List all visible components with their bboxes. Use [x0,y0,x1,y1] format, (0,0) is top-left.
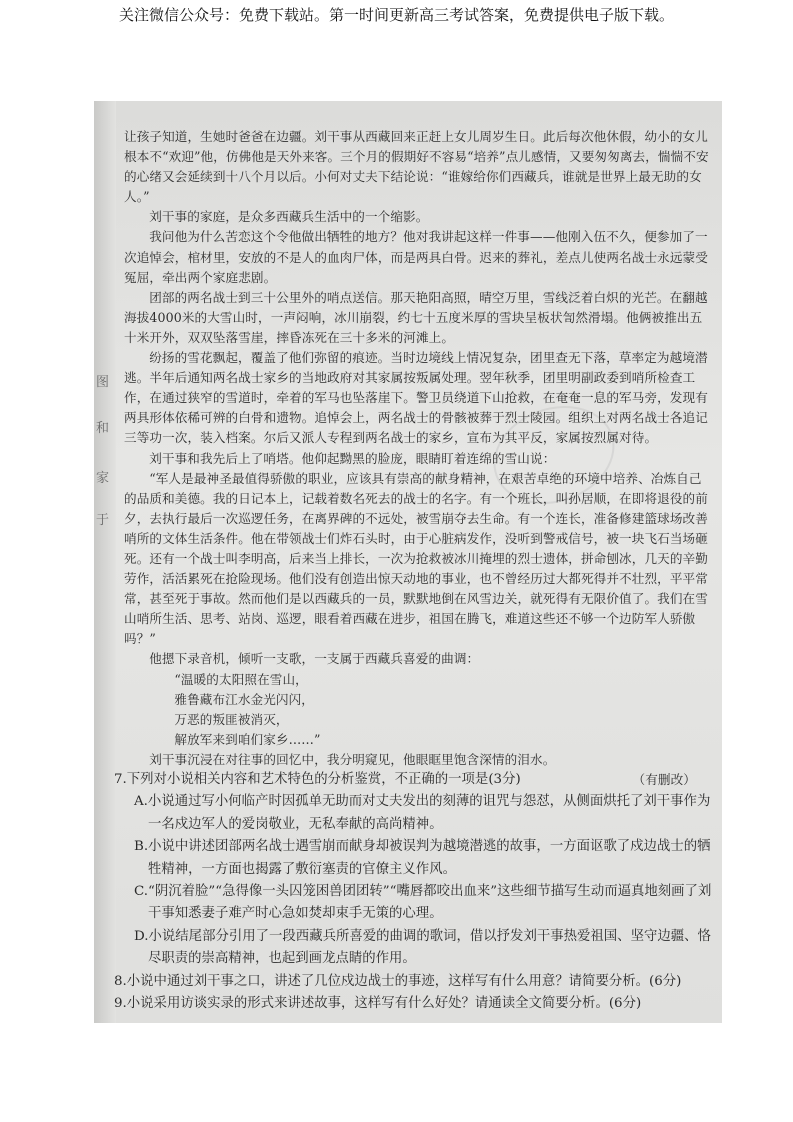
passage-paragraph: 让孩子知道，生她时爸爸在边疆。刘干事从西藏回来正赶上女儿周岁生日。此后每次他休假，幼小的女儿根本不“欢迎”他，仿佛他是天外来客。三个月的假期好不容易“培养”点儿感情，又要匆匆离去，惴惴不安的心绪又会延续到十八个月以后。小何对丈夫下结论说：“谁嫁给你们西藏兵，谁就是世界上最无助的女人。” [124,129,709,205]
passage-paragraph: 纷扬的雪花飘起，覆盖了他们弥留的痕迹。当时边境线上情况复杂，团里查无下落，草率定为越境潜逃。半年后通知两名战士家乡的当地政府对其家属按叛属处理。翌年秋季，团里明副政委到哨所检查工作，在通过狭窄的雪道时，牵着的军马也坠落崖下。警卫员绕道下山抢救，在奄奄一息的军马旁，发现有两具形体依稀可辨的白骨和遗物。追悼会上，两名战士的骨骸被葬于烈士陵园。组织上对两名战士各追记三等功一次，装入档案。尔后又派人专程到两名战士的家乡，宣布为其平反，家属按烈属对待。 [124,350,708,446]
passage-paragraph: 我问他为什么苦恋这个令他做出牺牲的地方？他对我讲起这样一件事——他刚入伍不久，便参加了一次追悼会，棺材里，安放的不是人的血肉尸体，而是两具白骨。迟来的葬礼，差点儿使两名战士永远蒙受冤屈，牵出两个家庭悲剧。 [124,229,708,285]
song-line: “温暖的太阳照在雪山， [174,671,308,687]
passage-paragraph: 刘干事的家庭，是众多西藏兵生活中的一个缩影。 [149,209,429,225]
margin-glyph: 家 [96,471,110,486]
left-margin [94,101,116,1023]
passage-paragraph: “军人是最神圣最值得骄傲的职业，应该具有崇高的献身精神，在艰苦卓绝的环境中培养、冶炼自己的品质和美德。我的日记本上，记载着数名死去的战士的名字。有一个班长，叫孙居顺，在即将退役的前夕，去执行最后一次巡逻任务，在离界碑的不远处，被雪崩夺去生命。有一个连长，准备修建篮球场改善哨所的文体生活条件。他在带领战士们炸石头时，由于心脏病发作，没听到警戒信号，被一块飞石当场砸死。还有一个战士叫李明高，后来当上排长，一次为抢救被冰川掩埋的烈士遗体，拼命刨冰，几天的辛勤劳作，活活累死在抢险现场。他们没有创造出惊天动地的事业，也不曾经历过大都死得并不壮烈，平平常常，甚至死于事故。然而他们是以西藏兵的一员，默默地倒在风雪边关，就死得有无限价值了。我们在雪山哨所生活、思考、站岗、巡逻，眼看着西藏在进步，祖国在腾飞，难道这些还不够一个边防军人骄傲吗？” [124,470,708,647]
passage-paragraph: 团部的两名战士到三十公里外的哨点送信。那天艳阳高照，晴空万里，雪线泛着白炽的光芒。在翻越海拔4000米的大雪山时，一声闷响，冰川崩裂，约七十五度米厚的雪块呈板状訇然滑塌。他俩被推出五十米开外，双双坠落雪崖，摔昏冻死在三十多米的河滩上。 [124,289,708,345]
questions [114,769,714,1015]
margin-glyph: 和 [96,421,110,436]
option-d: D.小说结尾部分引用了一段西藏兵所喜爱的曲调的歌词，借以抒发刘干事热爱祖国、坚守边疆、恪尽职责的崇高精神，也起到画龙点睛的作用。 [134,928,711,967]
question-8: 8.小说中通过刘干事之口，讲述了几位戍边战士的事迹，这样写有什么用意？请简要分析。(6分) [114,973,682,989]
option-c: C.“阴沉着脸”“急得像一头囚笼困兽团团转”“嘴唇都咬出血来”这些细节描写生动而逼真地刻画了刘干事知悉妻子难产时心急如焚却束手无策的心理。 [134,884,712,922]
song-line: 解放军来到咱们家乡……” [174,731,321,747]
margin-glyph: 图 [96,375,110,390]
closing-paragraph: 刘干事沉浸在对往事的回忆中，我分明窥见，他眼眶里饱含深情的泪水。 [149,751,556,767]
top-banner: 关注微信公众号：免费下载站。第一时间更新高三考试答案，免费提供电子版下载。 [118,6,674,24]
margin-glyph: 于 [96,513,110,528]
source-note: （有删改） [632,772,696,787]
option-b: B.小说中讲述团部两名战士遇雪崩而献身却被误判为越境潜逃的故事，一方面讴歌了戍边战士的牺牲精神，一方面也揭露了敷衍塞责的官僚主义作风。 [134,839,711,877]
passage-paragraph: 他摁下录音机，倾听一支歌，一支属于西藏兵喜爱的曲调： [149,651,480,667]
question-9: 9.小说采用访谈实录的形式来讲述故事，这样写有什么好处？请通读全文简要分析。(6分) [114,996,642,1012]
passage [124,127,714,790]
song-line: 万恶的叛匪被消灭， [174,711,289,727]
document-photo [94,101,722,1023]
passage-paragraph: 刘干事和我先后上了哨塔。他仰起黝黑的脸庞，眼睛盯着连绵的雪山说： [149,450,556,466]
option-a: A.小说通过写小何临产时因孤单无助而对丈夫发出的刻薄的诅咒与怨怼，从侧面烘托了刘干事作为一名戍边军人的爱岗敬业，无私奉献的高尚精神。 [134,794,711,832]
song-line: 雅鲁藏布江水金光闪闪， [174,691,315,707]
question-7: 7.下列对小说相关内容和艺术特色的分析鉴赏，不正确的一项是(3分) [114,772,521,787]
